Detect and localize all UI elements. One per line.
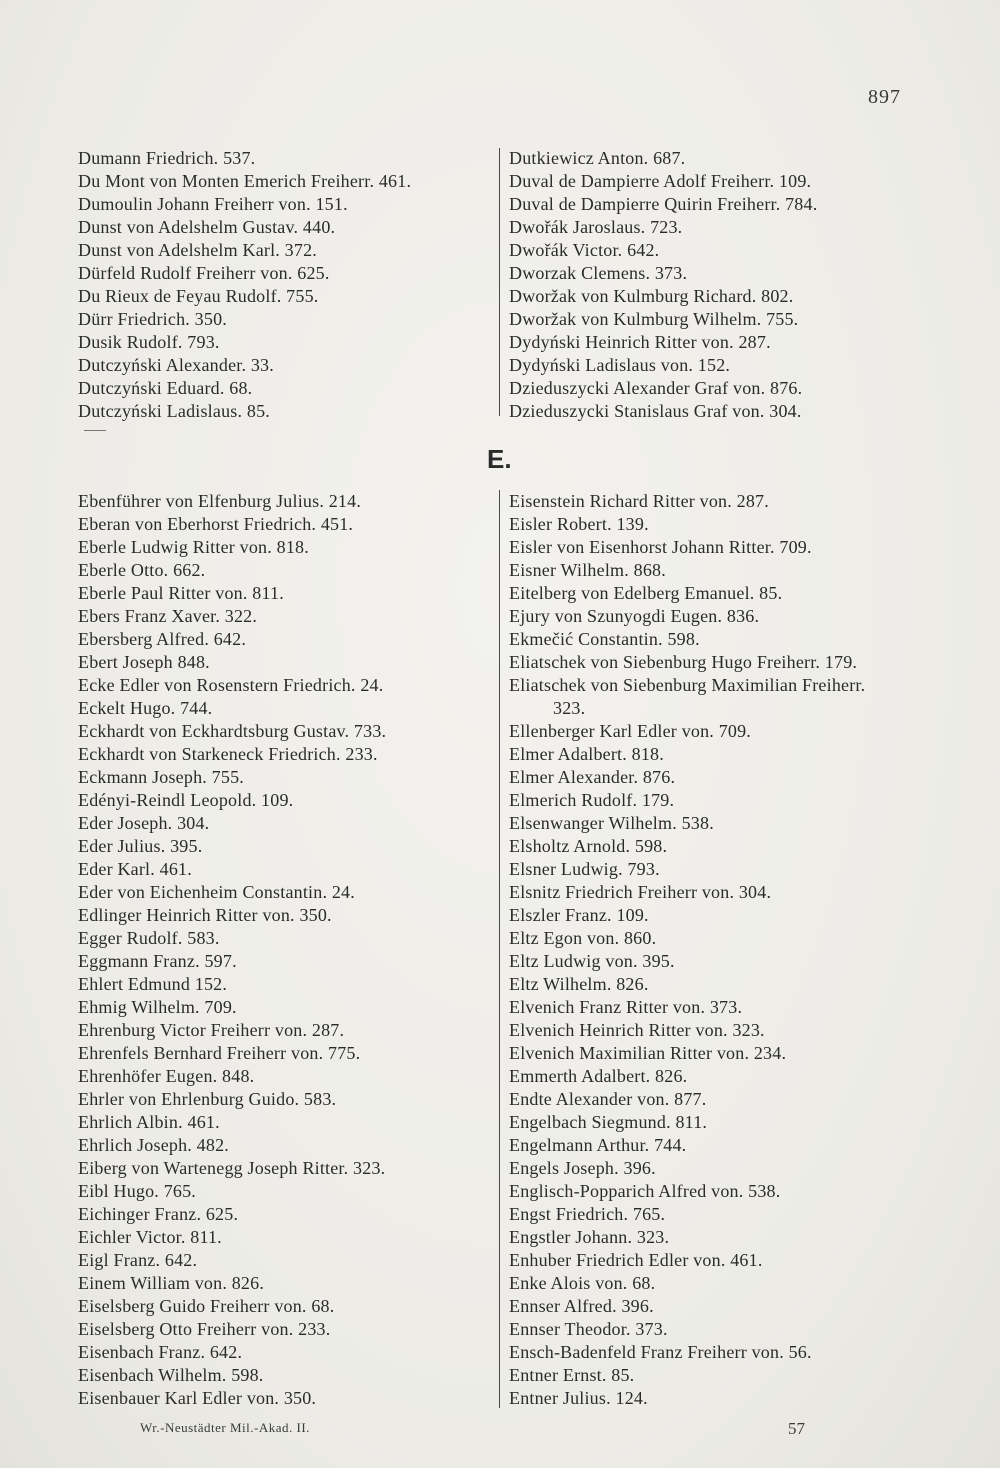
index-entry: Eckhardt von Starkeneck Friedrich. 233. [78, 744, 378, 764]
index-entry: Elszler Franz. 109. [509, 905, 649, 925]
index-entry: Dzieduszycki Stanislaus Graf von. 304. [509, 401, 802, 421]
index-entry: Eichinger Franz. 625. [78, 1204, 239, 1224]
index-entry: Entner Ernst. 85. [509, 1365, 635, 1385]
index-entry: Ehrlich Joseph. 482. [78, 1135, 229, 1155]
index-entry: Dydyński Heinrich Ritter von. 287. [509, 332, 771, 352]
index-entry: Duval de Dampierre Adolf Freiherr. 109. [509, 171, 812, 191]
index-entry: 323. [553, 698, 586, 718]
index-entry: Elmer Alexander. 876. [509, 767, 676, 787]
index-entry: Eltz Ludwig von. 395. [509, 951, 675, 971]
index-entry: Edényi-Reindl Leopold. 109. [78, 790, 294, 810]
index-entry: Ensch-Badenfeld Franz Freiherr von. 56. [509, 1342, 812, 1362]
index-entry: Enhuber Friedrich Edler von. 461. [509, 1250, 763, 1270]
index-entry: Eder Julius. 395. [78, 836, 203, 856]
index-entry: Ebert Joseph 848. [78, 652, 210, 672]
index-entry: Englisch-Popparich Alfred von. 538. [509, 1181, 781, 1201]
index-entry: Eder von Eichenheim Constantin. 24. [78, 882, 355, 902]
index-entry: Ebers Franz Xaver. 322. [78, 606, 258, 626]
index-entry: Dürr Friedrich. 350. [78, 309, 227, 329]
index-entry: Dutczyński Eduard. 68. [78, 378, 253, 398]
index-entry: Eiselsberg Guido Freiherr von. 68. [78, 1296, 335, 1316]
index-entry: Edlinger Heinrich Ritter von. 350. [78, 905, 332, 925]
index-entry: Ehrler von Ehrlenburg Guido. 583. [78, 1089, 337, 1109]
index-entry: Elvenich Maximilian Ritter von. 234. [509, 1043, 787, 1063]
index-entry: Eisenbauer Karl Edler von. 350. [78, 1388, 317, 1408]
index-entry: Ecke Edler von Rosenstern Friedrich. 24. [78, 675, 384, 695]
column-divider-bottom [499, 490, 500, 1408]
index-entry: Eibl Hugo. 765. [78, 1181, 196, 1201]
index-entry: Eisenbach Franz. 642. [78, 1342, 243, 1362]
index-entry: Eckmann Joseph. 755. [78, 767, 244, 787]
index-entry: Elmer Adalbert. 818. [509, 744, 664, 764]
index-entry: Enke Alois von. 68. [509, 1273, 656, 1293]
index-entry: Ehrenburg Victor Freiherr von. 287. [78, 1020, 345, 1040]
index-entry: Eltz Wilhelm. 826. [509, 974, 649, 994]
index-entry: Engst Friedrich. 765. [509, 1204, 666, 1224]
index-entry: Ehrenhöfer Eugen. 848. [78, 1066, 255, 1086]
index-entry: Ellenberger Karl Edler von. 709. [509, 721, 751, 741]
index-entry: Eliatschek von Siebenburg Hugo Freiherr. 179. [509, 652, 858, 672]
index-entry: Ehrlich Albin. 461. [78, 1112, 220, 1132]
index-column-bottom-left [78, 490, 386, 1410]
index-entry: Eiselsberg Otto Freiherr von. 233. [78, 1319, 331, 1339]
index-entry: Endte Alexander von. 877. [509, 1089, 707, 1109]
index-entry: Elvenich Heinrich Ritter von. 323. [509, 1020, 765, 1040]
index-entry: Emmerth Adalbert. 826. [509, 1066, 688, 1086]
index-entry: Eiberg von Wartenegg Joseph Ritter. 323. [78, 1158, 386, 1178]
index-entry: Eckelt Hugo. 744. [78, 698, 213, 718]
index-entry: Ebenführer von Elfenburg Julius. 214. [78, 491, 362, 511]
index-entry: Engelmann Arthur. 744. [509, 1135, 687, 1155]
page-number: 897 [868, 86, 901, 108]
index-column-bottom-right [509, 490, 865, 1410]
index-entry: Elvenich Franz Ritter von. 373. [509, 997, 743, 1017]
index-entry: Ejury von Szunyogdi Eugen. 836. [509, 606, 760, 626]
index-entry: Ennser Alfred. 396. [509, 1296, 654, 1316]
index-entry: Eichler Victor. 811. [78, 1227, 222, 1247]
column-divider-top [499, 148, 500, 416]
printer-signature: Wr.-Neustädter Mil.-Akad. II. [140, 1420, 310, 1435]
index-entry: Engels Joseph. 396. [509, 1158, 656, 1178]
index-entry: Ekmečić Constantin. 598. [509, 629, 700, 649]
index-entry: Dzieduszycki Alexander Graf von. 876. [509, 378, 803, 398]
index-entry: Eisenstein Richard Ritter von. 287. [509, 491, 769, 511]
index-entry: Eckhardt von Eckhardtsburg Gustav. 733. [78, 721, 387, 741]
index-entry: Eberle Paul Ritter von. 811. [78, 583, 284, 603]
index-entry: Dutkiewicz Anton. 687. [509, 148, 686, 168]
index-entry: Dutczyński Alexander. 33. [78, 355, 274, 375]
index-entry: Dunst von Adelshelm Karl. 372. [78, 240, 317, 260]
index-entry: Einem William von. 826. [78, 1273, 265, 1293]
index-entry: Dwořák Victor. 642. [509, 240, 660, 260]
index-entry: Ebersberg Alfred. 642. [78, 629, 247, 649]
index-entry: Dunst von Adelshelm Gustav. 440. [78, 217, 336, 237]
index-entry: Dutczyński Ladislaus. 85. [78, 401, 270, 421]
index-entry: Ehrenfels Bernhard Freiherr von. 775. [78, 1043, 361, 1063]
index-entry: Eisenbach Wilhelm. 598. [78, 1365, 264, 1385]
index-entry: Dürfeld Rudolf Freiherr von. 625. [78, 263, 330, 283]
index-column-top-left [78, 147, 411, 423]
index-entry: Eggmann Franz. 597. [78, 951, 237, 971]
index-entry: Entner Julius. 124. [509, 1388, 648, 1408]
section-heading: E. [487, 444, 512, 474]
index-entry: Engelbach Siegmund. 811. [509, 1112, 708, 1132]
index-entry: Eliatschek von Siebenburg Maximilian Freiherr. [509, 675, 866, 695]
index-entry: Elsenwanger Wilhelm. 538. [509, 813, 714, 833]
index-entry: Eigl Franz. 642. [78, 1250, 198, 1270]
index-entry: Eisner Wilhelm. 868. [509, 560, 666, 580]
index-entry: Engstler Johann. 323. [509, 1227, 670, 1247]
index-entry: Elsholtz Arnold. 598. [509, 836, 668, 856]
index-entry: Du Rieux de Feyau Rudolf. 755. [78, 286, 319, 306]
signature-number: 57 [788, 1419, 805, 1438]
index-entry: Duval de Dampierre Quirin Freiherr. 784. [509, 194, 818, 214]
index-entry: Eberle Ludwig Ritter von. 818. [78, 537, 309, 557]
section-end-dash [84, 430, 106, 431]
index-entry: Dworžak von Kulmburg Richard. 802. [509, 286, 794, 306]
index-entry: Egger Rudolf. 583. [78, 928, 220, 948]
index-entry: Ennser Theodor. 373. [509, 1319, 668, 1339]
index-entry: Eder Joseph. 304. [78, 813, 210, 833]
index-entry: Ehlert Edmund 152. [78, 974, 228, 994]
index-entry: Dworžak von Kulmburg Wilhelm. 755. [509, 309, 799, 329]
index-entry: Elmerich Rudolf. 179. [509, 790, 675, 810]
index-entry: Dwořák Jaroslaus. 723. [509, 217, 683, 237]
index-entry: Eitelberg von Edelberg Emanuel. 85. [509, 583, 783, 603]
index-entry: Dworzak Clemens. 373. [509, 263, 688, 283]
index-entry: Eltz Egon von. 860. [509, 928, 657, 948]
index-entry: Du Mont von Monten Emerich Freiherr. 461. [78, 171, 412, 191]
index-entry: Elsner Ludwig. 793. [509, 859, 660, 879]
index-entry: Dumann Friedrich. 537. [78, 148, 256, 168]
index-entry: Elsnitz Friedrich Freiherr von. 304. [509, 882, 772, 902]
index-entry: Eberle Otto. 662. [78, 560, 206, 580]
index-entry: Dumoulin Johann Freiherr von. 151. [78, 194, 348, 214]
index-column-top-right [509, 147, 817, 423]
index-entry: Ehmig Wilhelm. 709. [78, 997, 237, 1017]
index-entry: Eisler von Eisenhorst Johann Ritter. 709. [509, 537, 812, 557]
index-entry: Dydyński Ladislaus von. 152. [509, 355, 731, 375]
index-entry: Eder Karl. 461. [78, 859, 192, 879]
index-entry: Eisler Robert. 139. [509, 514, 649, 534]
index-entry: Dusik Rudolf. 793. [78, 332, 220, 352]
index-entry: Eberan von Eberhorst Friedrich. 451. [78, 514, 354, 534]
